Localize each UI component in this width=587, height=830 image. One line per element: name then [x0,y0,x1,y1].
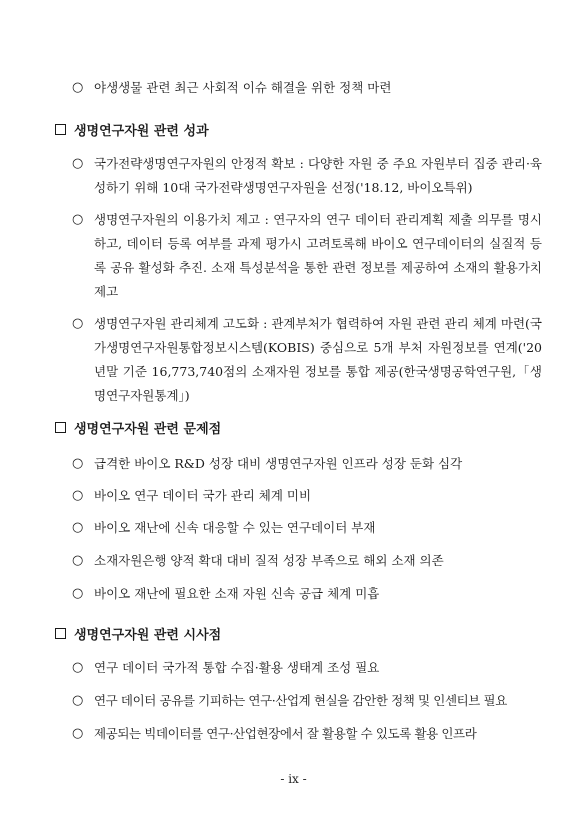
bullet-text: 국가전략생명연구자원의 안정적 확보 : 다양한 자원 중 주요 자원부터 집중 관리·육성하기 위해 10대 국가전략생명연구자원을 선정('18.12, 바이오특위) [94,156,542,195]
bullet-text: 연구 데이터 국가적 통합 수집·활용 생태계 조성 필요 [94,660,380,675]
bullet-text: 생명연구자원의 이용가치 제고 : 연구자의 연구 데이터 관리계획 제출 의무를 명시하고, 데이터 등록 여부를 과제 평가시 고려토록해 바이오 연구데이터의 실질적 등록 공유 활성화 추진. 소재 특성분석을 통한 관련 정보를 제공하여 소재의 활용가치 제고 [94,212,542,299]
section-heading-achievements [55,122,535,142]
circle-bullet-icon: ○ [72,80,84,95]
list-item [72,312,542,408]
circle-bullet-icon: ○ [72,212,84,227]
circle-bullet-icon: ○ [72,488,84,503]
bullet-text: 바이오 재난에 신속 대응할 수 있는 연구데이터 부재 [94,520,376,535]
page-number: - ix - [280,772,307,786]
circle-bullet-icon: ○ [72,456,84,471]
list-item [72,452,542,476]
list-item [72,689,542,713]
bullet-text: 제공되는 빅데이터를 연구·산업현장에서 잘 활용할 수 있도록 활용 인프라 [94,726,477,741]
checkbox-square-icon [55,628,66,639]
circle-bullet-icon: ○ [72,693,84,708]
section-heading-implications [55,626,535,646]
circle-bullet-icon: ○ [72,520,84,535]
bullet-text: 생명연구자원 관리체계 고도화 : 관계부처가 협력하여 자원 관련 관리 체계 마련(국가생명연구자원통합정보시스템(KOBIS) 중심으로 5개 부처 자원정보를 연계('20년말 기준 16,773,740점의 소재자원 정보를 통합 제공(한국생명공학연구원,「생명연구자원통계」) [94,316,542,403]
list-item [72,516,542,540]
bullet-text: 바이오 연구 데이터 국가 관리 체계 미비 [94,488,312,503]
section-heading-problems [55,420,535,440]
circle-bullet-icon: ○ [72,660,84,675]
section-heading-text: 생명연구자원 관련 성과 [74,124,209,139]
bullet-text: 연구 데이터 공유를 기피하는 연구·산업계 현실을 감안한 정책 및 인센티브 필요 [94,693,507,708]
checkbox-square-icon [55,422,66,433]
bullet-text: 소재자원은행 양적 확대 대비 질적 성장 부족으로 해외 소재 의존 [94,553,444,568]
list-item [72,484,542,508]
list-item [72,208,542,304]
circle-bullet-icon: ○ [72,586,84,601]
list-item [72,582,542,606]
section-heading-text: 생명연구자원 관련 문제점 [74,422,222,437]
list-item [72,722,542,746]
circle-bullet-icon: ○ [72,553,84,568]
circle-bullet-icon: ○ [72,316,84,331]
circle-bullet-icon: ○ [72,156,84,171]
checkbox-square-icon [55,124,66,135]
bullet-text: 급격한 바이오 R&D 성장 대비 생명연구자원 인프라 성장 둔화 심각 [94,456,463,471]
intro-bullet [72,76,542,100]
section-heading-text: 생명연구자원 관련 시사점 [74,628,222,643]
list-item [72,656,542,680]
bullet-text: 바이오 재난에 필요한 소재 자원 신속 공급 체계 미흡 [94,586,380,601]
list-item [72,152,542,200]
bullet-text: 야생생물 관련 최근 사회적 이슈 해결을 위한 정책 마련 [94,80,392,95]
circle-bullet-icon: ○ [72,726,84,741]
list-item [72,549,542,573]
